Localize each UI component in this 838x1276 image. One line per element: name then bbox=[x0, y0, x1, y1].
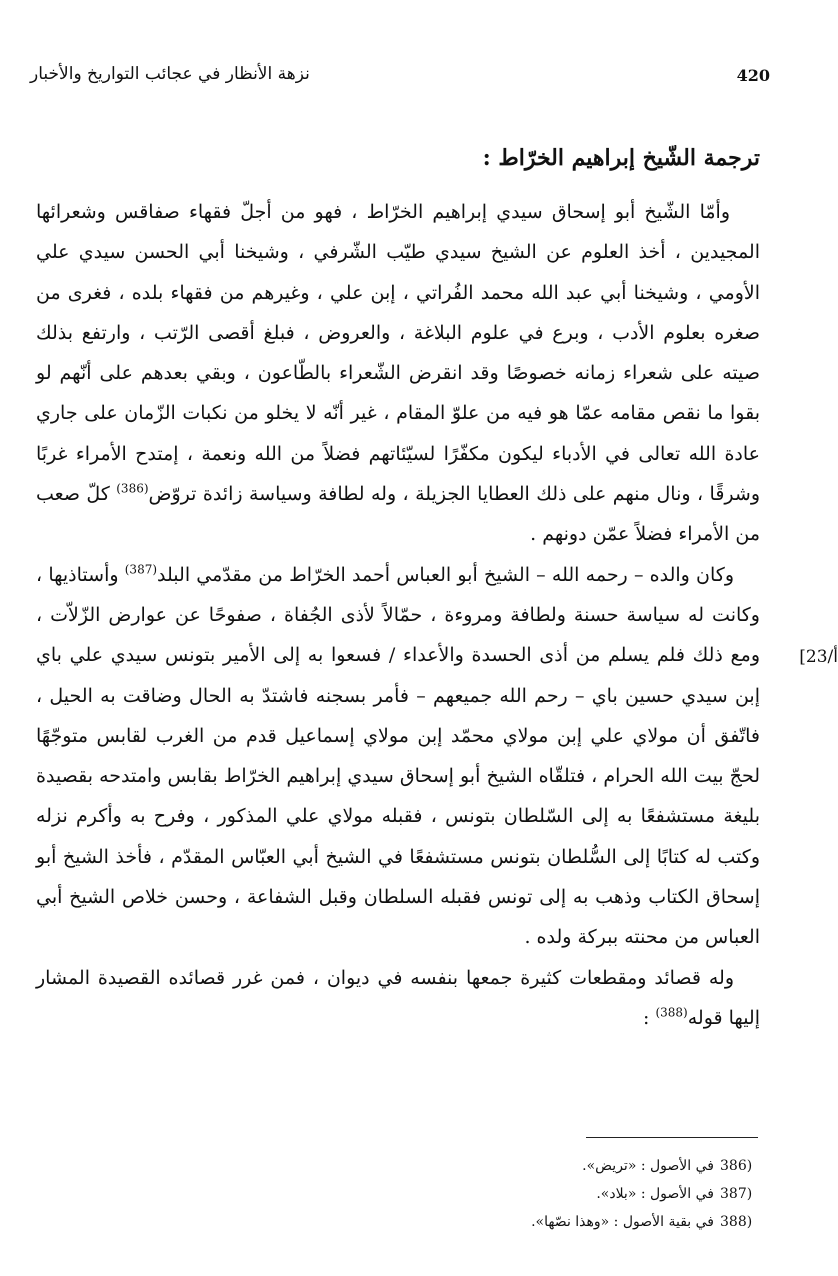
page-number: 420 bbox=[736, 66, 770, 85]
footnote-reference[interactable]: (387) bbox=[124, 562, 158, 577]
paragraph-text: : bbox=[643, 1006, 656, 1029]
paragraph-text: وله قصائد ومقطعات كثيرة جمعها بنفسه في ديوان ، فمن غرر قصائده القصيدة المشار إليها قوله bbox=[36, 966, 760, 1029]
manuscript-folio-marker: [23/أ bbox=[799, 647, 838, 667]
footnote-divider bbox=[586, 1137, 758, 1138]
footnote-text: في الأصول : «بلاد». bbox=[596, 1186, 714, 1202]
paragraph-text: كلّ صعب من الأمراء فضلاً عمّن دونهم . bbox=[36, 483, 760, 546]
paragraph-text: وأمّا الشّيخ أبو إسحاق سيدي إبراهيم الخرّاط ، فهو من أجلّ فقهاء صفاقس وشعرائها المجيدين ، أخذ العلوم عن الشيخ سيدي طيّب الشّرفي ، وشيخنا أبي الحسن سيدي علي الأومي ، وشيخنا أبي عبد الله محمد الفُراتي ، إبن علي ، وغيرهم من فقهاء بلده ، فغرى من صغره بعلوم الأدب ، وبرع في علوم البلاغة ، والعروض ، فبلغ أقصى الرّتب ، وارتفع بذلك صيته على شعراء زمانه خصوصًا وقد انقرض الشّعراء بالطّاعون ، وبقي بعدهم على أنّهم لو بقوا ما نقص مقامه عمّا هو فيه من علوّ المقام ، غير أنّه لا يخلو من نكبات الزّمان على جاري عادة الله تعالى في الأدباء ليكون مكفّرًا لسيّئاتهم فضلاً من الله ونعمة ، إمتدح الأمراء غربًا وشرقًا ، ونال منهم على ذلك العطايا الجزيلة ، وله لطافة وسياسة زائدة تروّض bbox=[36, 201, 760, 506]
paragraph-text: وكان والده – رحمه الله – الشيخ أبو العباس أحمد الخرّاط من مقدّمي البلد bbox=[157, 563, 734, 586]
footnote-text: في الأصول : «تريض». bbox=[582, 1158, 714, 1174]
footnote-reference[interactable]: (386) bbox=[116, 481, 149, 496]
footnote-reference[interactable]: (388) bbox=[655, 1005, 688, 1020]
footnote bbox=[36, 1152, 760, 1180]
paragraph-text: وأستاذيها ، وكانت له سياسة حسنة ولطافة ومروءة ، حمّالاً لأذى الجُفاة ، صفوحًا عن عوارض الزّلاّت ، ومع ذلك فلم يسلم من أذى الحسدة والأعداء / فسعوا به إلى الأمير بتونس سيدي علي باي إبن سيدي حسين باي – رحم الله جميعهم – فأمر بسجنه فاشتدّ به الحال وضاقت به الحيل ، فاتّفق أن مولاي علي إبن مولاي محمّد إبن مولاي إسماعيل قدم من الغرب لقابس متوجّهًا لحجّ بيت الله الحرام ، فتلقّاه الشيخ أبو إسحاق سيدي إبراهيم الخرّاط بقابس وامتدحه بقصيدة بليغة مستشفعًا به إلى السّلطان بتونس ، فقبله مولاي علي المذكور ، وفرح به وأكرم نزله وكتب له كتابًا إلى السُّلطان بتونس مستشفعًا في الشيخ أبي العبّاس المقدّم ، فأخذ الشيخ أبو إسحاق الكتاب وذهب به إلى تونس فقبله السلطان وقبل الشفاعة ، وحسن خلاص الشيخ أبي العباس من محنته ببركة ولده . bbox=[36, 563, 760, 949]
footnote-text: في بقية الأصول : «وهذا نصّها». bbox=[531, 1214, 714, 1230]
paragraph bbox=[36, 958, 760, 1039]
paragraph bbox=[36, 192, 760, 555]
main-text bbox=[36, 138, 760, 1038]
footnote-number: 387) bbox=[720, 1186, 753, 1202]
running-header bbox=[30, 62, 770, 92]
footnote bbox=[36, 1208, 760, 1236]
footnote-number: 386) bbox=[720, 1158, 753, 1174]
footnotes bbox=[36, 1152, 760, 1236]
footnote-number: 388) bbox=[720, 1214, 753, 1230]
section-heading: ترجمة الشّيخ إبراهيم الخرّاط : bbox=[482, 145, 760, 171]
footnote bbox=[36, 1180, 760, 1208]
paragraph bbox=[36, 555, 760, 958]
book-title: نزهة الأنظار في عجائب التواريخ والأخبار bbox=[30, 64, 310, 84]
